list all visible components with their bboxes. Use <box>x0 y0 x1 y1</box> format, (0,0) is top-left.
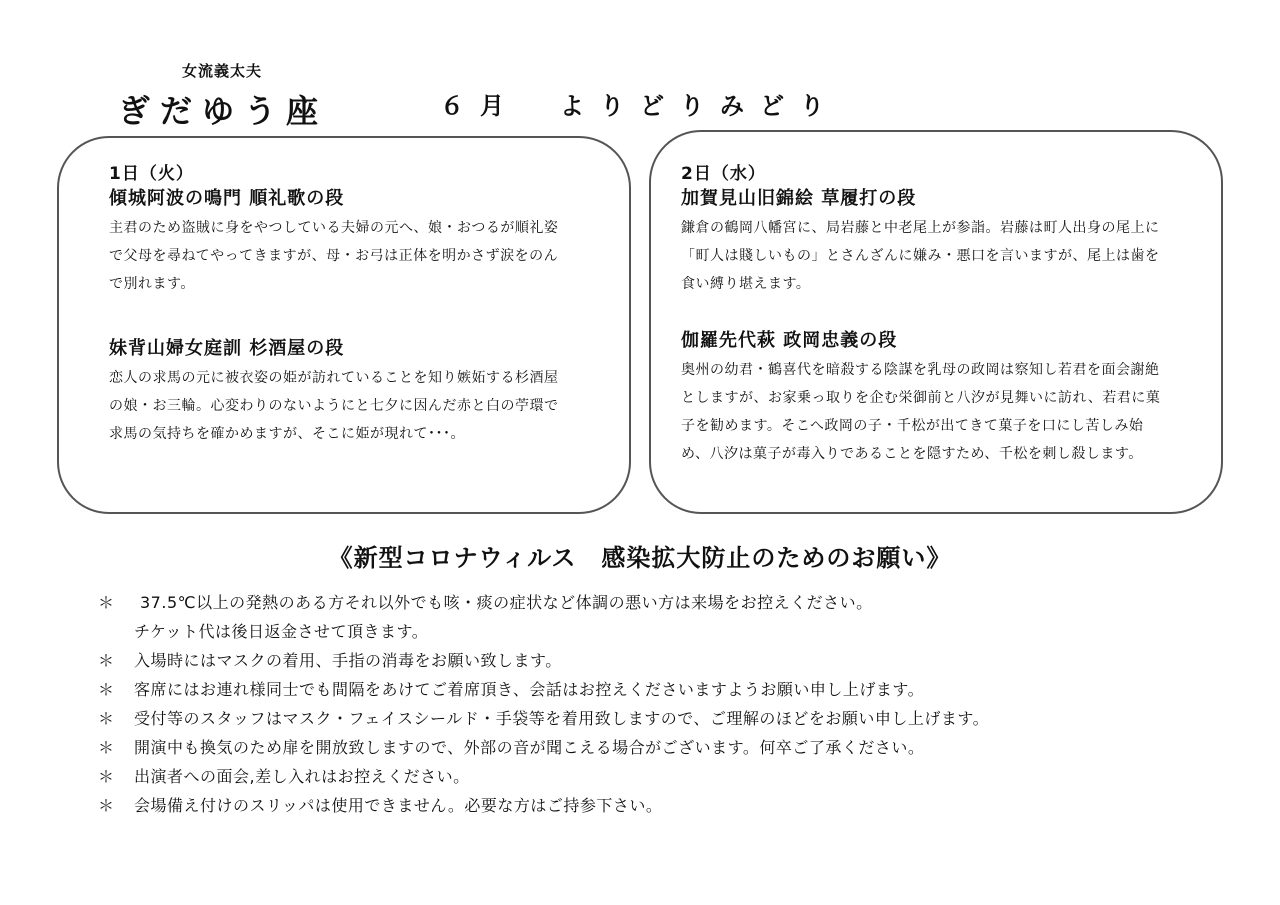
troupe-name: ぎだゆう座 <box>118 92 329 130</box>
desc-line: としますが、お家乗っ取りを企む栄御前と八汐が見舞いに訪れ、若君に菓 <box>681 390 1161 406</box>
program-content <box>109 162 589 448</box>
month-title: ６月 よりどりみどり <box>440 92 840 120</box>
notice-item <box>98 704 1218 733</box>
bullet-mark: ＊ <box>98 767 115 786</box>
desc-line: 奥州の幼君・鶴喜代を暗殺する陰謀を乳母の政岡は察知し若君を面会謝絶 <box>681 362 1160 378</box>
desc-line: 恋人の求馬の元に被衣姿の姫が訪れていることを知り嫉妬する杉酒屋 <box>109 370 559 386</box>
bullet-mark: ＊ <box>98 680 115 699</box>
notice-item <box>98 762 1218 791</box>
notice-item <box>98 791 1218 820</box>
program-content <box>681 162 1181 468</box>
notice-list <box>98 588 1218 820</box>
act-description <box>109 364 589 448</box>
notice-text: 入場時にはマスクの着用、手指の消毒をお願い致します。 <box>134 651 562 670</box>
desc-line: め、八汐は菓子が毒入りであることを隠すため、千松を刺し殺します。 <box>681 446 1143 462</box>
bullet-mark: ＊ <box>98 709 115 728</box>
notice-text: チケット代は後日返金させて頂きます。 <box>134 622 429 641</box>
bullet-mark: ＊ <box>98 738 115 757</box>
desc-line: で父母を尋ねてやってきますが、母・お弓は正体を明かさず涙をのん <box>109 248 559 264</box>
desc-line: 食い縛り堪えます。 <box>681 276 811 292</box>
notice-text: 37.5℃以上の発熱のある方それ以外でも咳・痰の症状など体調の悪い方は来場をお控えください。 <box>140 593 873 612</box>
desc-line: で別れます。 <box>109 276 195 292</box>
notice-text: 受付等のスタッフはマスク・フェイスシールド・手袋等を着用致しますので、ご理解のほどをお願い申し上げます。 <box>134 709 990 728</box>
bullet-mark: ＊ <box>98 796 115 815</box>
bullet-mark: ＊ <box>98 651 115 670</box>
notice-item-continued <box>98 617 1218 646</box>
subtitle: 女流義太夫 <box>182 62 263 80</box>
desc-line: の娘・お三輪。心変わりのないようにと七夕に因んだ赤と白の苧環で <box>109 398 559 414</box>
act-description <box>681 356 1181 468</box>
program-date: 1日（火） <box>109 164 194 184</box>
notice-heading: 《新型コロナウィルス 感染拡大防止のためのお願い》 <box>328 544 952 572</box>
desc-line: 「町人は賤しいもの」とさんざんに嫌み・悪口を言いますが、尾上は歯を <box>681 248 1160 264</box>
notice-text: 会場備え付けのスリッパは使用できません。必要な方はご持参下さい。 <box>134 796 663 815</box>
notice-item <box>98 733 1218 762</box>
desc-line: 子を勧めます。そこへ政岡の子・千松が出てきて菓子を口にし苦しみ始 <box>681 418 1144 434</box>
program-date: 2日（水） <box>681 164 766 184</box>
program-panel-day1 <box>57 136 631 514</box>
act-title: 伽羅先代萩 政岡忠義の段 <box>681 330 898 351</box>
notice-text: 出演者への面会,差し入れはお控えください。 <box>134 767 470 786</box>
act-description <box>681 214 1181 298</box>
notice-item <box>98 646 1218 675</box>
notice-text: 客席にはお連れ様同士でも間隔をあけてご着席頂き、会話はお控えくださいますようお願い申し上げます。 <box>134 680 925 699</box>
notice-item <box>98 588 1218 617</box>
act-title: 妹背山婦女庭訓 杉酒屋の段 <box>109 338 345 359</box>
program-panel-day2 <box>649 130 1223 514</box>
bullet-mark: ＊ <box>98 593 115 612</box>
notice-item <box>98 675 1218 704</box>
act-title: 加賀見山旧錦絵 草履打の段 <box>681 188 917 209</box>
bullet-spacer <box>98 617 134 646</box>
act-title: 傾城阿波の鳴門 順礼歌の段 <box>109 188 345 209</box>
notice-text: 開演中も換気のため扉を開放致しますので、外部の音が聞こえる場合がございます。何卒ご了承ください。 <box>134 738 925 757</box>
act-description <box>109 214 589 298</box>
desc-line: 鎌倉の鶴岡八幡宮に、局岩藤と中老尾上が参詣。岩藤は町人出身の尾上に <box>681 220 1160 236</box>
desc-line: 主君のため盗賊に身をやつしている夫婦の元へ、娘・おつるが順礼姿 <box>109 220 559 236</box>
desc-line: 求馬の気持ちを確かめますが、そこに姫が現れて･･･。 <box>109 426 465 442</box>
